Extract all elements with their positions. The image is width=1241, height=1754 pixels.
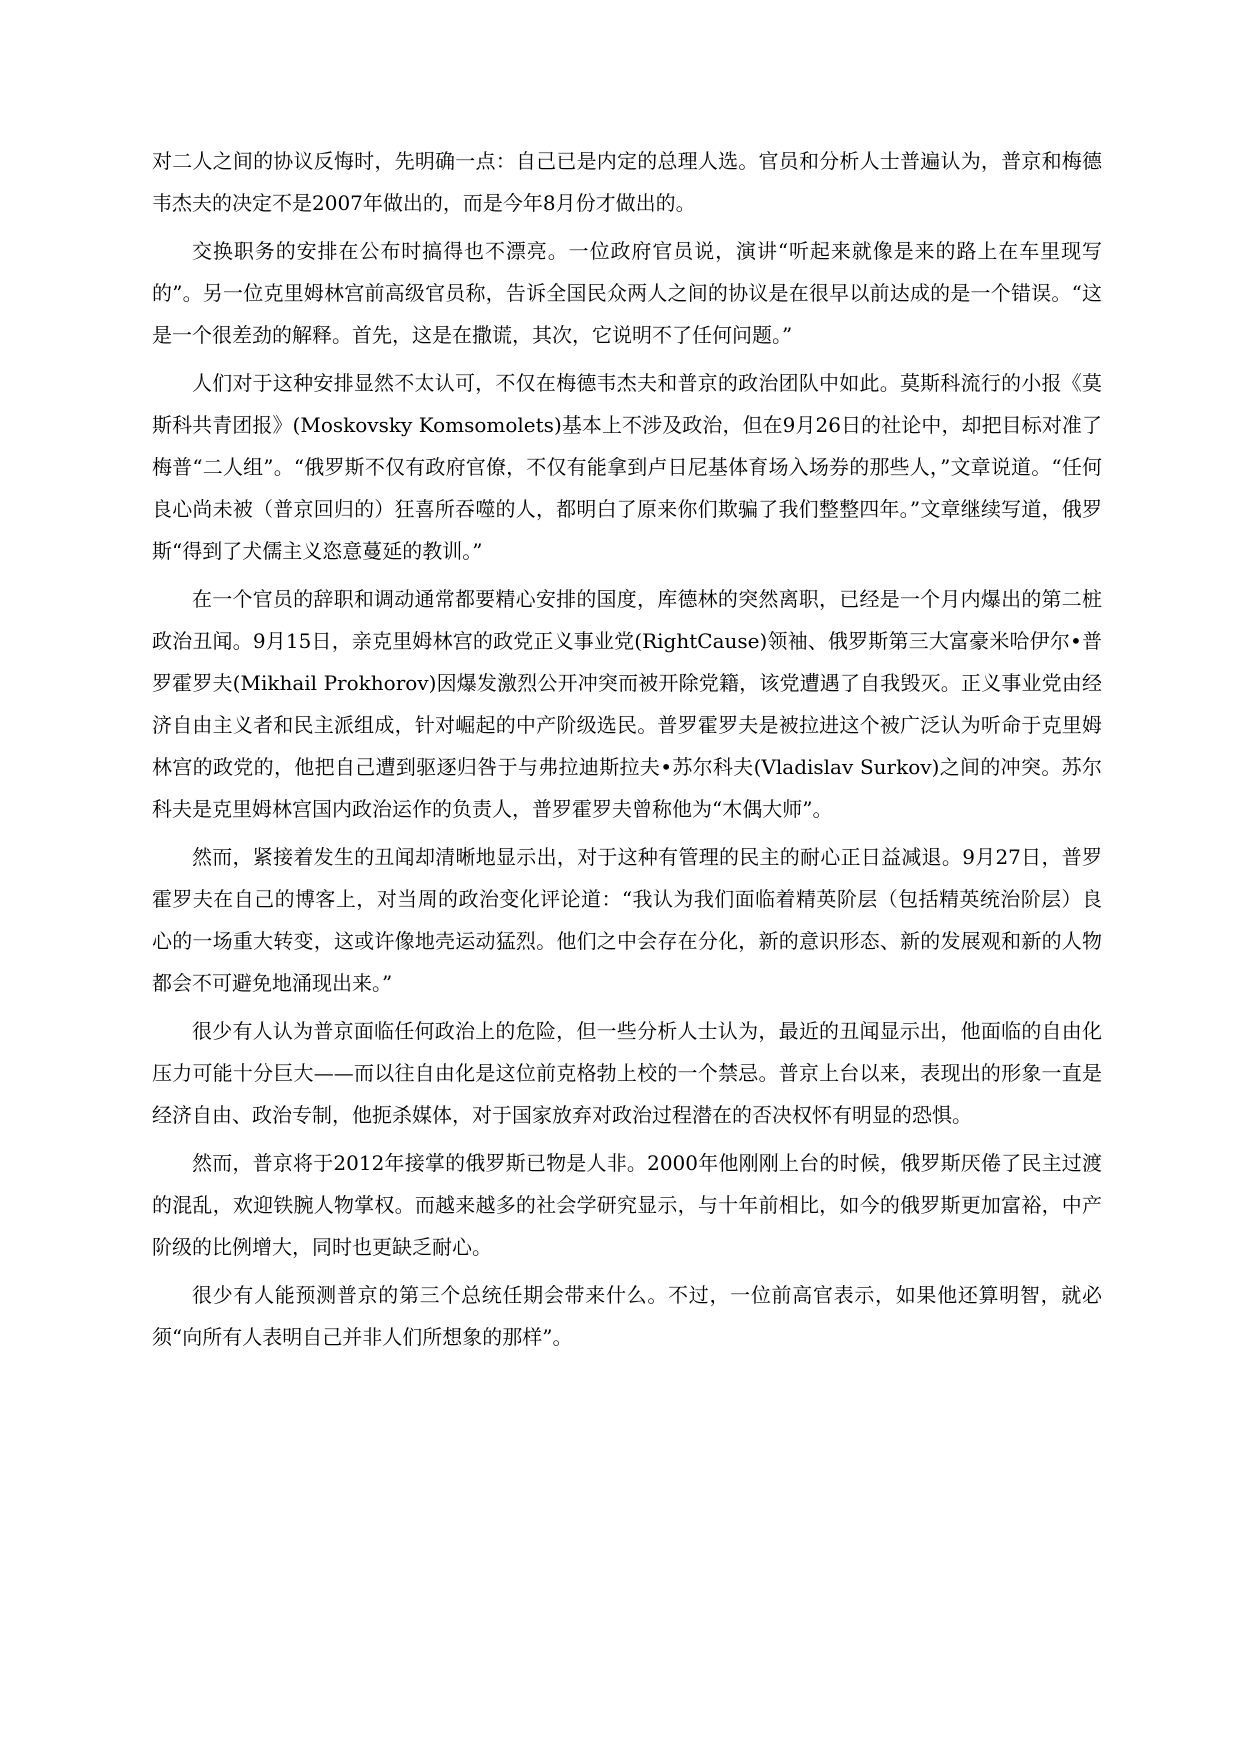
paragraph: 然而，紧接着发生的丑闻却清晰地显示出，对于这种有管理的民主的耐心正日益减退。9月27日，普罗霍罗夫在自己的博客上，对当周的政治变化评论道：“我认为我们面临着精英阶层（包括精英统治阶层）良心的一场重大转变，这或许像地壳运动猛烈。他们之中会存在分化，新的意识形态、新的发展观和新的人物都会不可避免地涌现出来。” (152, 845, 1102, 995)
paragraph: 然而，普京将于2012年接掌的俄罗斯已物是人非。2000年他刚刚上台的时候，俄罗斯厌倦了民主过渡的混乱，欢迎铁腕人物掌权。而越来越多的社会学研究显示，与十年前相比，如今的俄罗斯更加富裕，中产阶级的比例增大，同时也更缺乏耐心。 (152, 1151, 1102, 1259)
document-page (152, 140, 1102, 1364)
paragraph: 在一个官员的辞职和调动通常都要精心安排的国度，库德林的突然离职，已经是一个月内爆出的第二桩政治丑闻。9月15日，亲克里姆林宫的政党正义事业党(RightCause)领袖、俄罗斯第三大富豪米哈伊尔•普罗霍罗夫(Mikhail Prokhorov)因爆发激烈公开冲突而被开除党籍，该党遭遇了自我毁灭。正义事业党由经济自由主义者和民主派组成，针对崛起的中产阶级选民。普罗霍罗夫是被拉进这个被广泛认为听命于克里姆林宫的政党的，他把自己遭到驱逐归咎于与弗拉迪斯拉夫•苏尔科夫(Vladislav Surkov)之间的冲突。苏尔科夫是克里姆林宫国内政治运作的负责人，普罗霍罗夫曾称他为“木偶大师”。 (152, 587, 1102, 821)
paragraph: 人们对于这种安排显然不太认可，不仅在梅德韦杰夫和普京的政治团队中如此。莫斯科流行的小报《莫斯科共青团报》(Moskovsky Komsomolets)基本上不涉及政治，但在9月26日的社论中，却把目标对准了梅普“二人组”。“俄罗斯不仅有政府官僚，不仅有能拿到卢日尼基体育场入场券的那些人，”文章说道。“任何良心尚未被（普京回归的）狂喜所吞噬的人，都明白了原来你们欺骗了我们整整四年。”文章继续写道，俄罗斯“得到了犬儒主义恣意蔓延的教训。” (152, 371, 1102, 563)
paragraph: 交换职务的安排在公布时搞得也不漂亮。一位政府官员说，演讲“听起来就像是来的路上在车里现写的”。另一位克里姆林宫前高级官员称，告诉全国民众两人之间的协议是在很早以前达成的是一个错误。“这是一个很差劲的解释。首先，这是在撒谎，其次，它说明不了任何问题。” (152, 239, 1102, 347)
paragraph: 很少有人能预测普京的第三个总统任期会带来什么。不过，一位前高官表示，如果他还算明智，就必须“向所有人表明自己并非人们所想象的那样”。 (152, 1283, 1102, 1349)
paragraph-continued: 对二人之间的协议反悔时，先明确一点：自己已是内定的总理人选。官员和分析人士普遍认为，普京和梅德韦杰夫的决定不是2007年做出的，而是今年8月份才做出的。 (152, 149, 1102, 215)
paragraph: 很少有人认为普京面临任何政治上的危险，但一些分析人士认为，最近的丑闻显示出，他面临的自由化压力可能十分巨大——而以往自由化是这位前克格勃上校的一个禁忌。普京上台以来，表现出的形象一直是经济自由、政治专制，他扼杀媒体，对于国家放弃对政治过程潜在的否决权怀有明显的恐惧。 (152, 1019, 1102, 1127)
